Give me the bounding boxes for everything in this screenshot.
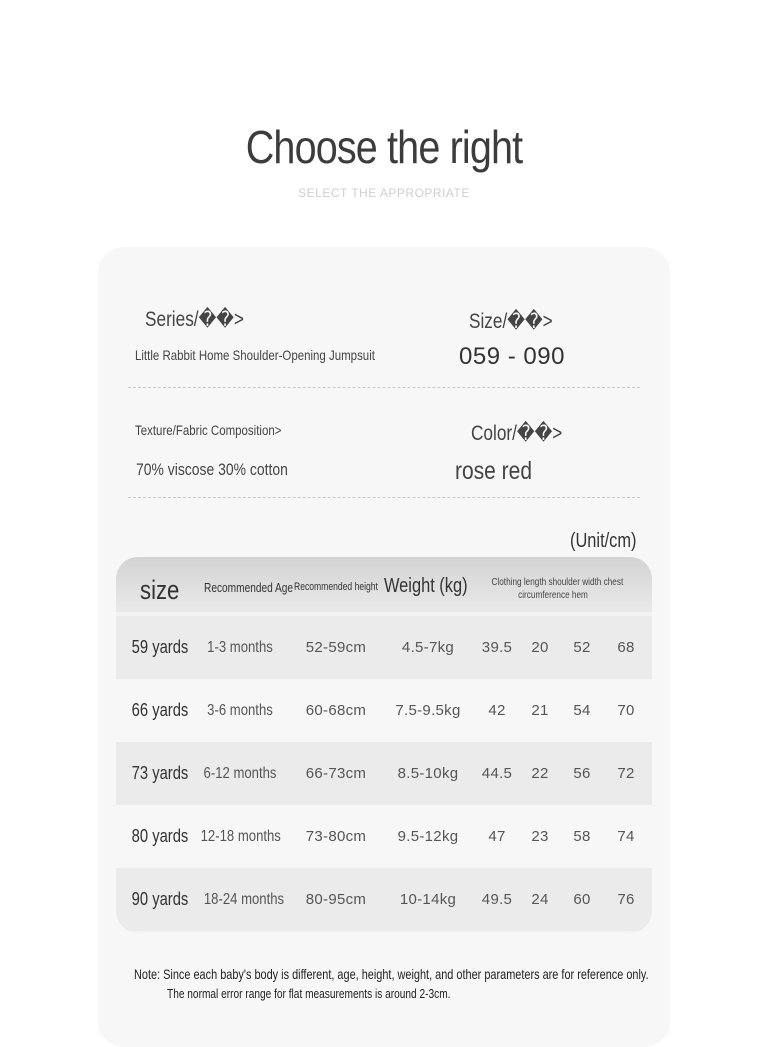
note-line-1: Note: Since each baby's body is different, age, height, weight, and other parameters are for reference only. [134,966,649,982]
table-row [116,616,652,679]
cell-weight: 10-14kg [399,891,457,908]
color-label: Color/��> [471,422,563,445]
cell-shoulder: 24 [531,891,549,908]
cell-chest: 54 [573,702,591,719]
cell-length: 44.5 [481,765,513,782]
header-age: Recommended Age [204,580,294,595]
cell-chest: 58 [573,828,591,845]
header-weight: Weight (kg) [384,575,468,597]
cell-hem: 70 [617,702,635,719]
texture-value: 70% viscose 30% cotton [136,460,288,479]
cell-hem: 72 [617,765,635,782]
header-size: size [140,575,180,605]
cell-weight: 7.5-9.5kg [395,702,461,719]
cell-size: 90 yards [131,889,189,909]
header-height: Recommended height [294,581,378,593]
cell-length: 42 [488,702,506,719]
series-label: Series/��> [145,308,244,331]
cell-size: 80 yards [131,826,189,846]
cell-height: 73-80cm [305,828,367,845]
cell-shoulder: 23 [531,828,549,845]
cell-height: 60-68cm [305,702,367,719]
cell-size: 59 yards [131,637,189,657]
cell-weight: 4.5-7kg [401,639,455,656]
cell-weight: 8.5-10kg [397,765,459,782]
divider-dotted [128,497,640,498]
cell-age: 3-6 months [207,702,273,719]
header-measures [491,576,624,602]
cell-hem: 76 [617,891,635,908]
cell-age: 18-24 months [203,891,285,908]
cell-shoulder: 20 [531,639,549,656]
cell-chest: 56 [573,765,591,782]
unit-label: (Unit/cm) [570,530,637,552]
header-measures-line1: Clothing length shoulder width chest [491,577,624,588]
page-title: Choose the right [245,121,523,173]
cell-shoulder: 21 [531,702,549,719]
cell-size: 66 yards [131,700,189,720]
cell-length: 49.5 [481,891,513,908]
cell-height: 80-95cm [305,891,367,908]
cell-height: 52-59cm [305,639,367,656]
table-row [116,868,652,931]
cell-age: 12-18 months [200,828,281,845]
series-value: Little Rabbit Home Shoulder-Opening Jumpsuit [135,347,375,363]
cell-age: 1-3 months [207,639,273,656]
cell-length: 47 [488,828,506,845]
cell-height: 66-73cm [305,765,367,782]
divider-dotted [128,387,640,388]
cell-chest: 60 [573,891,591,908]
page-subtitle: SELECT THE APPROPRIATE [298,186,470,200]
color-value: rose red [455,457,533,485]
size-label: Size/��> [469,310,553,333]
table-row [116,805,652,868]
cell-shoulder: 22 [531,765,549,782]
cell-age: 6-12 months [203,765,277,782]
cell-weight: 9.5-12kg [397,828,459,845]
cell-hem: 74 [617,828,635,845]
texture-label: Texture/Fabric Composition> [135,422,282,438]
table-row [116,742,652,805]
table-row [116,679,652,742]
cell-size: 73 yards [131,763,189,783]
note-line-2: The normal error range for flat measurements is around 2-3cm. [167,986,451,1001]
table-header [116,557,652,612]
cell-chest: 52 [573,639,591,656]
size-value: 059 - 090 [459,343,565,370]
cell-hem: 68 [617,639,635,656]
cell-length: 39.5 [481,639,513,656]
size-table [116,557,652,933]
header-measures-line2: circumference hem [518,590,588,601]
